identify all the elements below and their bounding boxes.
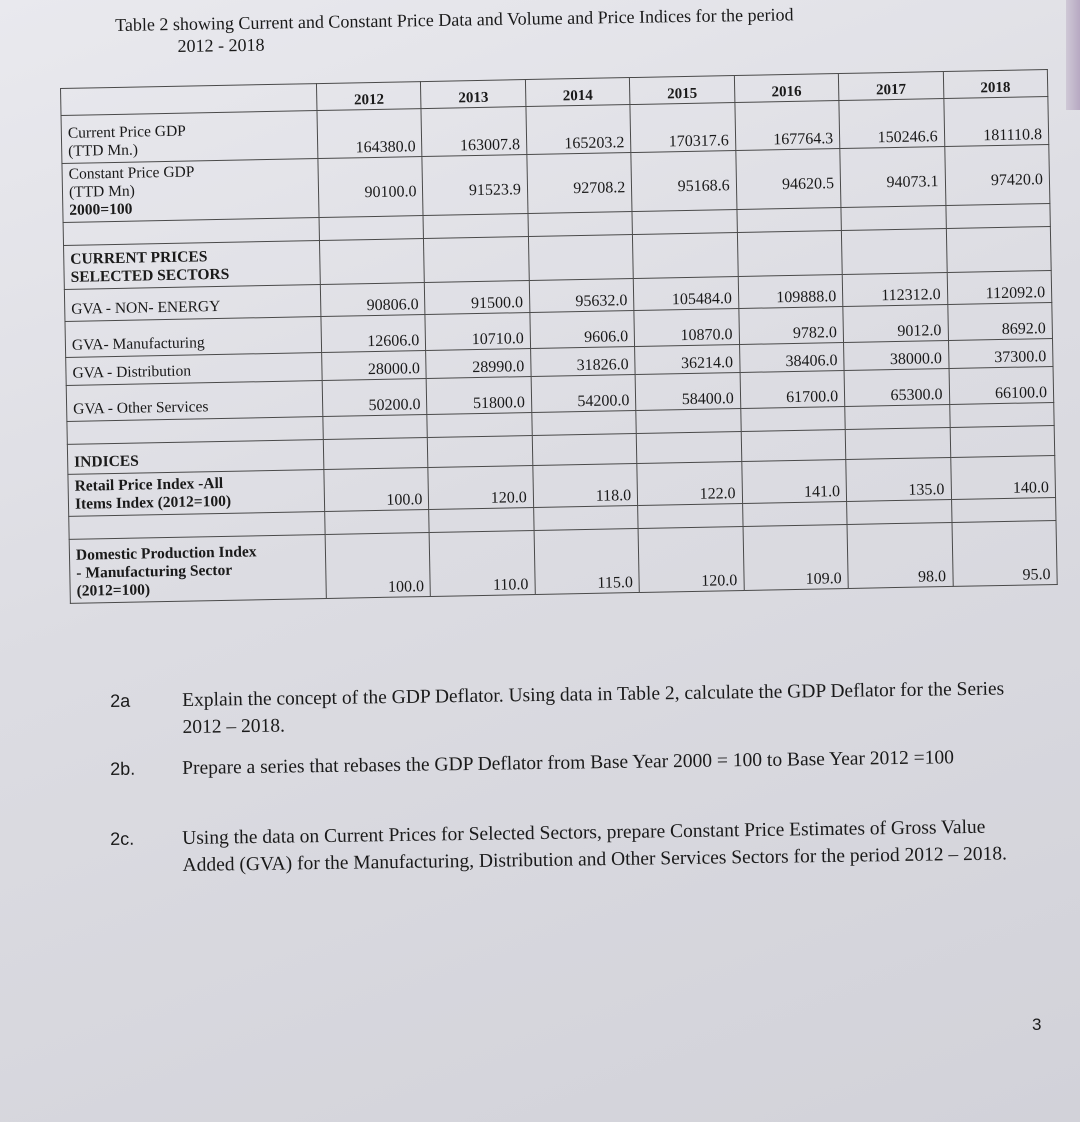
table-cell: 170317.6 — [630, 103, 735, 153]
table-cell: 122.0 — [637, 461, 742, 505]
table-cell: 66100.0 — [949, 366, 1054, 404]
question-2a — [110, 675, 1023, 742]
table-cell: 12606.0 — [321, 315, 426, 353]
row-label: GVA - NON- ENERGY — [64, 285, 321, 322]
table-cell: 140.0 — [950, 455, 1055, 499]
table-cell: 94073.1 — [840, 147, 946, 208]
table-cell: 31826.0 — [530, 347, 635, 377]
page-edge-decoration — [1066, 0, 1080, 110]
table-cell: 61700.0 — [740, 370, 845, 408]
table-cell: 118.0 — [533, 463, 638, 507]
section-heading — [64, 241, 321, 290]
table-cell: 150246.6 — [839, 99, 944, 149]
table-cell: 9012.0 — [843, 305, 948, 343]
table-cell: 90100.0 — [318, 157, 424, 218]
label-line: (TTD Mn) — [68, 182, 136, 201]
table-cell: 163007.8 — [421, 107, 526, 157]
table-cell: 112312.0 — [842, 273, 947, 307]
year-header: 2017 — [838, 72, 943, 101]
year-header: 2013 — [421, 80, 526, 109]
table-cell: 110.0 — [430, 530, 536, 596]
table-cell: 90806.0 — [320, 283, 425, 317]
table-cell: 91500.0 — [425, 281, 530, 315]
row-label: GVA - Other Services — [66, 381, 323, 422]
table-cell: 38406.0 — [739, 343, 844, 373]
table-cell: 105484.0 — [634, 277, 739, 311]
question-2c — [110, 813, 1023, 880]
label-line: 2000=100 — [69, 200, 133, 219]
table-cell: 95.0 — [952, 520, 1058, 586]
table-cell: 98.0 — [847, 522, 953, 588]
table-cell: 181110.8 — [943, 97, 1048, 147]
table-cell: 100.0 — [324, 468, 429, 512]
table-cell: 38000.0 — [844, 340, 949, 370]
table-cell: 109888.0 — [738, 275, 843, 309]
label-line: Current Price GDP — [67, 122, 186, 142]
label-line: (TTD Mn.) — [68, 141, 139, 160]
table-cell: 91523.9 — [422, 155, 528, 216]
title-line-2: 2012 - 2018 — [177, 34, 265, 57]
label-line: Items Index (2012=100) — [74, 492, 232, 513]
table-cell: 115.0 — [534, 528, 640, 594]
table-cell: 94620.5 — [736, 149, 842, 210]
table-cell: 9782.0 — [739, 307, 844, 345]
table-cell: 135.0 — [846, 457, 951, 501]
table-cell: 92708.2 — [527, 153, 633, 214]
table-cell: 51800.0 — [427, 377, 532, 415]
label-line: Retail Price Index -All — [74, 474, 224, 495]
data-table — [60, 69, 1058, 604]
question-text: Using the data on Current Prices for Selected Sectors, prepare Constant Price Estimates of Gross Value Added (GVA) for the Manufacturing, Distribution and Other Services Sectors for the period 2012 – 2018. — [182, 816, 1008, 876]
data-table-container — [60, 69, 1058, 604]
table-cell: 97420.0 — [944, 145, 1050, 206]
title-line-1: Table 2 showing Current and Constant Price Data and Volume and Price Indices for the period — [115, 4, 794, 35]
row-label — [61, 111, 318, 164]
table-cell: 95632.0 — [529, 279, 634, 313]
label-line: Domestic Production Index — [75, 543, 257, 564]
table-cell: 28990.0 — [426, 349, 531, 379]
table-cell: 37300.0 — [948, 338, 1053, 368]
table-cell: 112092.0 — [947, 271, 1052, 305]
label-line: SELECTED SECTORS — [70, 265, 230, 286]
table-cell: 50200.0 — [322, 379, 427, 417]
table-cell: 109.0 — [743, 524, 849, 590]
table-cell: 141.0 — [741, 459, 846, 503]
row-label — [68, 470, 325, 517]
table-cell: 100.0 — [325, 532, 431, 598]
table-cell: 28000.0 — [322, 351, 427, 381]
table-cell: 95168.6 — [631, 151, 737, 212]
row-label — [62, 159, 319, 223]
table-title — [115, 0, 976, 58]
question-number: 2b. — [110, 758, 136, 779]
question-text: Explain the concept of the GDP Deflator. Using data in Table 2, calculate the GDP Deflator for the Series 2012 – 2018. — [182, 678, 1005, 738]
table-cell: 36214.0 — [635, 345, 740, 375]
label-line: Constant Price GDP — [68, 163, 195, 183]
year-header: 2015 — [630, 76, 735, 105]
label-line: - Manufacturing Sector — [76, 561, 233, 582]
year-header: 2016 — [734, 74, 839, 103]
page-number: 3 — [1032, 1015, 1042, 1034]
table-cell: 165203.2 — [526, 105, 631, 155]
table-cell: 58400.0 — [635, 373, 740, 411]
table-cell: 120.0 — [638, 526, 744, 592]
table-cell: 120.0 — [428, 465, 533, 509]
table-cell: 8692.0 — [947, 302, 1052, 340]
table-cell: 10710.0 — [425, 313, 530, 351]
question-text: Prepare a series that rebases the GDP Deflator from Base Year 2000 = 100 to Base Year 2012 =100 — [182, 747, 955, 779]
year-header: 2014 — [525, 78, 630, 107]
row-label: GVA - Distribution — [66, 353, 322, 386]
table-cell: 54200.0 — [531, 375, 636, 413]
label-line: CURRENT PRICES — [70, 248, 208, 268]
question-number: 2a — [110, 690, 131, 711]
year-header: 2012 — [316, 82, 421, 111]
section-heading: INDICES — [67, 440, 324, 475]
label-line: (2012=100) — [76, 581, 151, 600]
row-label: GVA- Manufacturing — [65, 317, 322, 358]
table-cell: 9606.0 — [530, 311, 635, 349]
year-header: 2018 — [943, 70, 1048, 99]
row-label — [69, 534, 326, 603]
question-2b — [110, 743, 1022, 783]
question-number: 2c. — [110, 828, 135, 849]
table-cell: 167764.3 — [735, 101, 840, 151]
table-cell: 65300.0 — [844, 368, 949, 406]
table-cell: 10870.0 — [634, 309, 739, 347]
table-cell: 164380.0 — [317, 109, 422, 159]
